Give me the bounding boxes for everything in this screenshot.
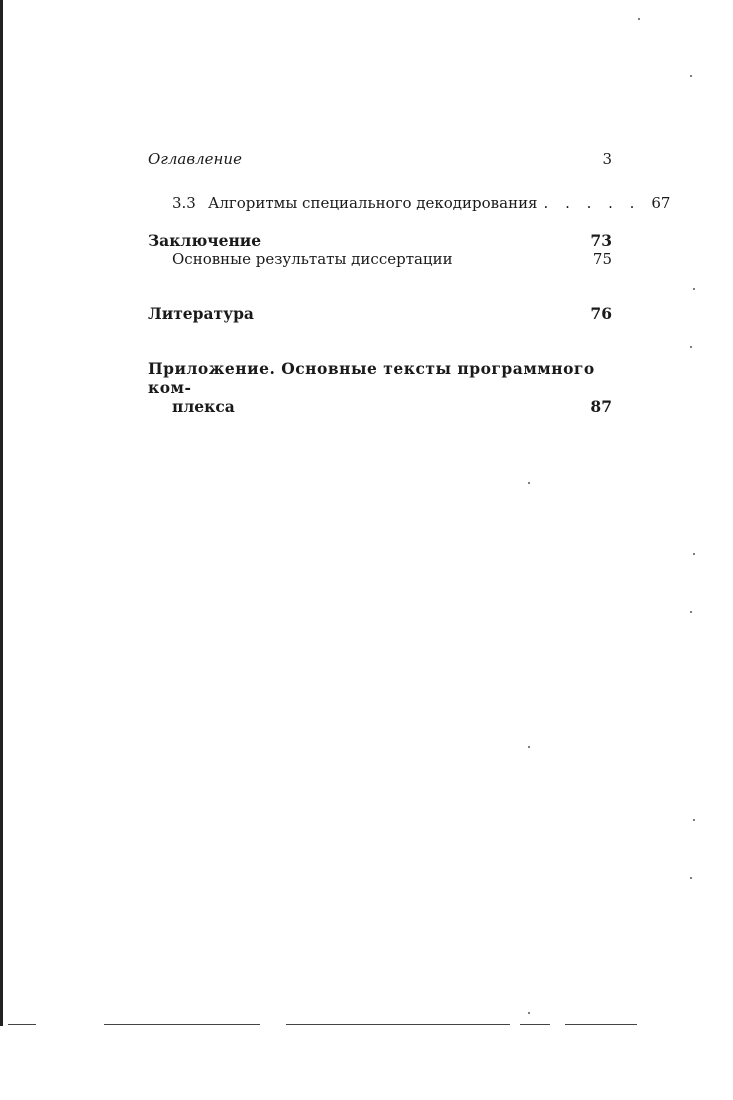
toc-entry-conclusion[interactable] (148, 231, 612, 250)
scan-speck (693, 553, 695, 555)
scan-speck (638, 18, 640, 20)
scan-bottom-rule (286, 1024, 510, 1025)
running-head-page-number: 3 (602, 150, 612, 168)
scan-speck (528, 746, 530, 748)
scan-speck (528, 482, 530, 484)
scan-speck (690, 877, 692, 879)
toc-page-number: 67 (651, 194, 671, 212)
toc-section-title: Основные результаты диссертации (172, 250, 453, 268)
toc-entry-main-results[interactable] (148, 250, 612, 268)
scan-left-edge (0, 0, 3, 1026)
scan-speck (693, 819, 695, 821)
toc-appendix-title-line2: плекса (172, 397, 235, 416)
toc-section-title: Алгоритмы специального декодирования (208, 194, 538, 212)
scan-speck (528, 1012, 530, 1014)
toc-chapter-title: Заключение (148, 231, 262, 250)
scan-speck (690, 346, 692, 348)
toc-leader-dots: . . . . . (543, 194, 641, 212)
toc-section-number: 3.3 (172, 194, 196, 212)
toc-appendix-title-line1: Приложение. Основные тексты программного ком- (148, 359, 595, 397)
toc-page-number: 87 (590, 397, 612, 416)
toc-entry-appendix[interactable] (148, 359, 612, 416)
toc-chapter-title: Литература (148, 304, 254, 323)
scan-speck (693, 288, 695, 290)
toc-page-number: 75 (592, 250, 612, 268)
toc-entry-literature[interactable] (148, 304, 612, 323)
toc-appendix-line2 (148, 397, 612, 416)
running-head (148, 150, 612, 168)
scan-bottom-rule (8, 1024, 36, 1025)
scan-bottom-rule (104, 1024, 260, 1025)
scan-speck (690, 75, 692, 77)
toc-page-number: 76 (590, 304, 612, 323)
scan-bottom-rule (520, 1024, 550, 1025)
toc-page-number: 73 (590, 231, 612, 250)
toc-entry-section-3-3[interactable] (148, 194, 671, 212)
scan-speck (690, 611, 692, 613)
toc-section-label-wrap (148, 194, 538, 212)
scan-bottom-rule (565, 1024, 637, 1025)
running-head-title: Оглавление (148, 150, 242, 168)
